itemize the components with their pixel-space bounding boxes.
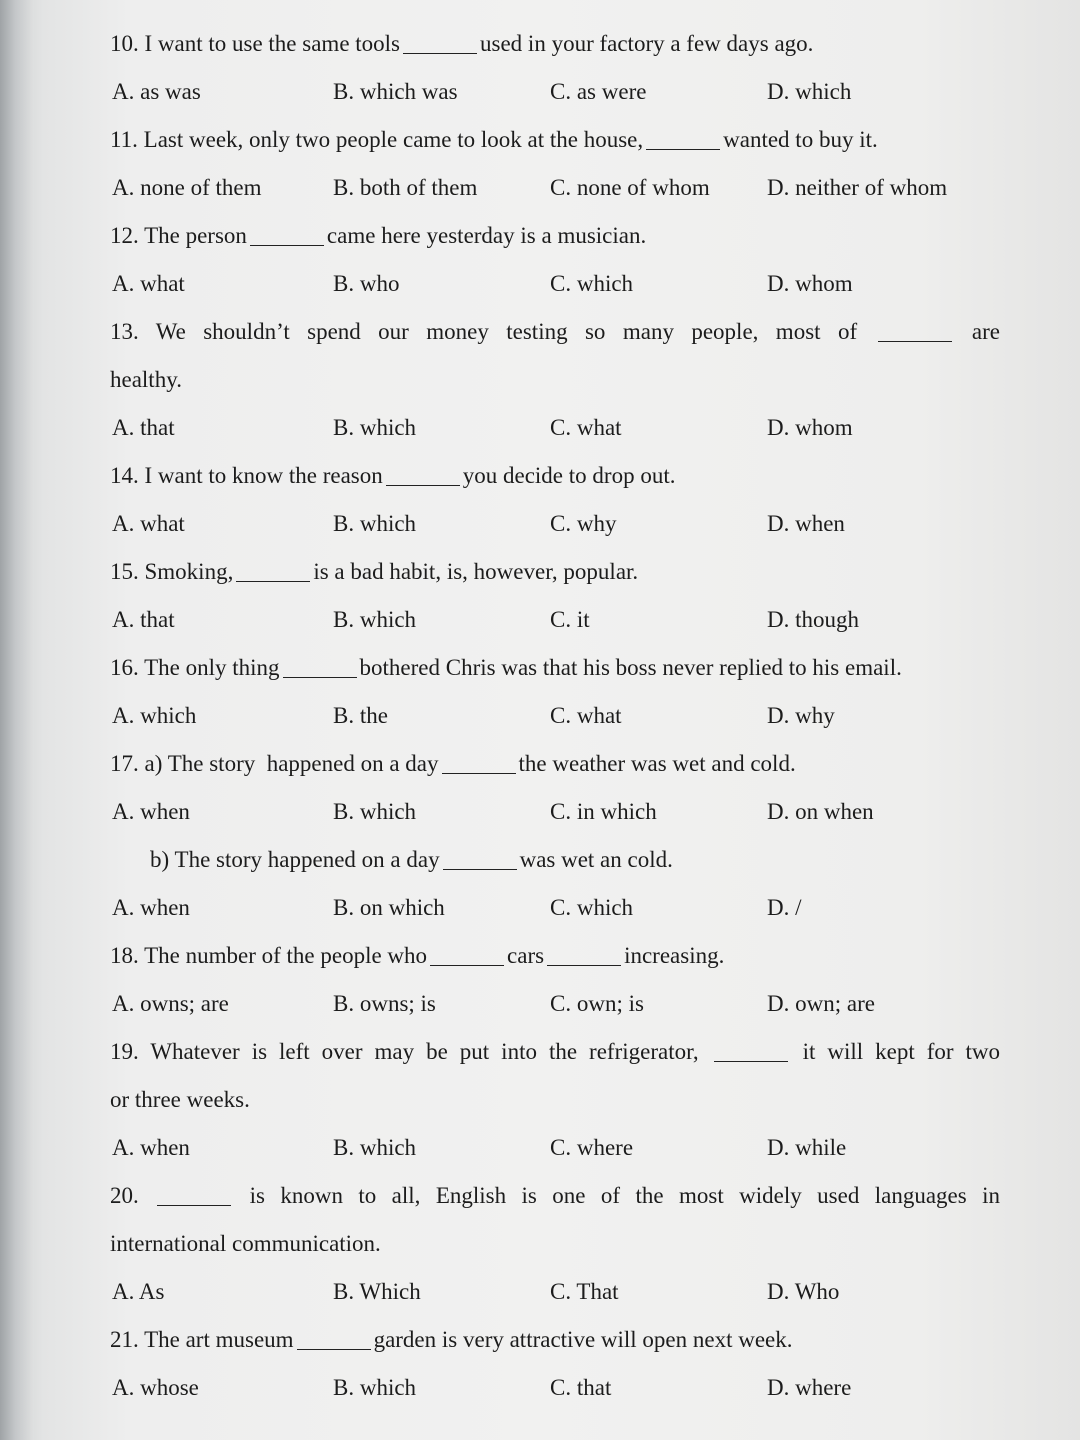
option-d: D. on when [767, 799, 874, 824]
question-number: b) [150, 847, 170, 872]
question-13 [110, 308, 1000, 356]
option-a: A. owns; are [112, 991, 229, 1016]
option-c: C. own; is [550, 991, 644, 1016]
question-number: 21. [110, 1327, 139, 1352]
answer-blank [236, 580, 310, 582]
question-number: 11. [110, 127, 138, 152]
question-text: increasing. [624, 943, 725, 968]
options-14 [110, 500, 1000, 548]
option-d: D. neither of whom [767, 175, 948, 200]
option-d: D. which [767, 79, 852, 104]
question-17a [110, 740, 1000, 788]
question-text: Smoking, [144, 559, 234, 584]
question-text: The person [144, 223, 247, 248]
answer-blank [250, 244, 324, 246]
question-text: I want to use the same tools [144, 31, 401, 56]
question-text: is known to all, English is one of the most widely used languages in [249, 1183, 1001, 1208]
question-text: or three weeks. [110, 1087, 250, 1112]
question-text: Last week, only two people came to look at the house, [143, 127, 644, 152]
options-10 [110, 68, 1000, 116]
options-17b [110, 884, 1000, 932]
option-d: D. when [767, 511, 845, 536]
option-d: D. while [767, 1135, 847, 1160]
question-14 [110, 452, 1000, 500]
question-number: 19. [110, 1039, 139, 1064]
question-15 [110, 548, 1000, 596]
option-b: B. Which [333, 1279, 421, 1304]
answer-blank [714, 1060, 788, 1062]
question-17b [110, 836, 1000, 884]
option-c: C. which [550, 271, 634, 296]
option-d: D. own; are [767, 991, 875, 1016]
question-20-continuation [110, 1220, 1000, 1268]
answer-blank [403, 52, 477, 54]
options-19 [110, 1124, 1000, 1172]
option-a: A. whose [112, 1375, 199, 1400]
question-number: 13. [110, 319, 139, 344]
option-b: B. which was [333, 79, 458, 104]
option-d: D. whom [767, 415, 853, 440]
option-a: A. As [112, 1279, 165, 1304]
question-text: We shouldn’t spend our money testing so many people, most of [155, 319, 858, 344]
question-text: it will kept for two [802, 1039, 1001, 1064]
option-a: A. that [112, 415, 175, 440]
question-text: is a bad habit, is, however, popular. [313, 559, 639, 584]
question-text: was wet an cold. [519, 847, 673, 872]
question-text: you decide to drop out. [462, 463, 676, 488]
option-c: C. what [550, 703, 622, 728]
option-b: B. the [333, 703, 388, 728]
option-c: C. in which [550, 799, 657, 824]
option-b: B. which [333, 607, 417, 632]
option-a: A. that [112, 607, 175, 632]
answer-blank [283, 676, 357, 678]
option-c: C. none of whom [550, 175, 710, 200]
option-b: B. which [333, 511, 417, 536]
question-12 [110, 212, 1000, 260]
question-number: 17. a) [110, 751, 163, 776]
question-20 [110, 1172, 1000, 1220]
question-text: came here yesterday is a musician. [326, 223, 647, 248]
option-c: C. That [550, 1279, 619, 1304]
options-15 [110, 596, 1000, 644]
book-spine-shadow [0, 0, 34, 1440]
option-d: D. Who [767, 1279, 840, 1304]
option-b: B. which [333, 799, 417, 824]
option-a: A. what [112, 271, 185, 296]
options-21 [110, 1364, 1000, 1412]
option-a: A. as was [112, 79, 201, 104]
question-text: The story happened on a day [174, 847, 440, 872]
question-number: 10. [110, 31, 139, 56]
option-d: D. though [767, 607, 859, 632]
question-number: 14. [110, 463, 139, 488]
option-d: D. whom [767, 271, 853, 296]
options-12 [110, 260, 1000, 308]
question-text: The only thing [144, 655, 280, 680]
options-13 [110, 404, 1000, 452]
answer-blank [443, 868, 517, 870]
option-a: A. none of them [112, 175, 262, 200]
option-c: C. what [550, 415, 622, 440]
question-19-continuation [110, 1076, 1000, 1124]
answer-blank [157, 1204, 231, 1206]
question-text: cars [507, 943, 545, 968]
answer-blank [297, 1348, 371, 1350]
option-a: A. when [112, 799, 190, 824]
option-c: C. as were [550, 79, 647, 104]
question-number: 12. [110, 223, 139, 248]
option-a: A. which [112, 703, 197, 728]
question-text: garden is very attractive will open next week. [373, 1327, 793, 1352]
question-text: Whatever is left over may be put into the refrigerator, [150, 1039, 699, 1064]
question-number: 16. [110, 655, 139, 680]
option-c: C. that [550, 1375, 612, 1400]
question-18 [110, 932, 1000, 980]
options-18 [110, 980, 1000, 1028]
question-number: 15. [110, 559, 139, 584]
question-16 [110, 644, 1000, 692]
answer-blank [430, 964, 504, 966]
answer-blank [878, 340, 952, 342]
question-10 [110, 20, 1000, 68]
option-a: A. when [112, 895, 190, 920]
options-16 [110, 692, 1000, 740]
option-b: B. which [333, 1135, 417, 1160]
question-text: The number of the people who [144, 943, 428, 968]
question-number: 18. [110, 943, 139, 968]
answer-blank [442, 772, 516, 774]
question-text: used in your factory a few days ago. [480, 31, 814, 56]
option-b: B. on which [333, 895, 445, 920]
question-text: The story happened on a day [167, 751, 439, 776]
question-text: are [971, 319, 1000, 344]
option-b: B. who [333, 271, 400, 296]
option-d: D. where [767, 1375, 852, 1400]
question-text: bothered Chris was that his boss never replied to his email. [359, 655, 902, 680]
option-c: C. it [550, 607, 590, 632]
question-21 [110, 1316, 1000, 1364]
question-text: healthy. [110, 367, 182, 392]
option-a: A. what [112, 511, 185, 536]
question-text: international communication. [110, 1231, 381, 1256]
option-c: C. which [550, 895, 634, 920]
options-17a [110, 788, 1000, 836]
option-c: C. where [550, 1135, 634, 1160]
option-a: A. when [112, 1135, 190, 1160]
option-b: B. owns; is [333, 991, 436, 1016]
options-20 [110, 1268, 1000, 1316]
exercise-list [110, 20, 1000, 1412]
option-b: B. which [333, 1375, 417, 1400]
answer-blank [646, 148, 720, 150]
option-d: D. why [767, 703, 835, 728]
option-c: C. why [550, 511, 617, 536]
question-text: the weather was wet and cold. [518, 751, 796, 776]
option-b: B. both of them [333, 175, 478, 200]
options-11 [110, 164, 1000, 212]
option-b: B. which [333, 415, 417, 440]
question-19 [110, 1028, 1000, 1076]
question-13-continuation [110, 356, 1000, 404]
question-11 [110, 116, 1000, 164]
question-text: I want to know the reason [144, 463, 383, 488]
answer-blank [547, 964, 621, 966]
question-text: The art museum [144, 1327, 294, 1352]
question-number: 20. [110, 1183, 139, 1208]
option-d: D. / [767, 895, 802, 920]
question-text: wanted to buy it. [723, 127, 878, 152]
answer-blank [386, 484, 460, 486]
